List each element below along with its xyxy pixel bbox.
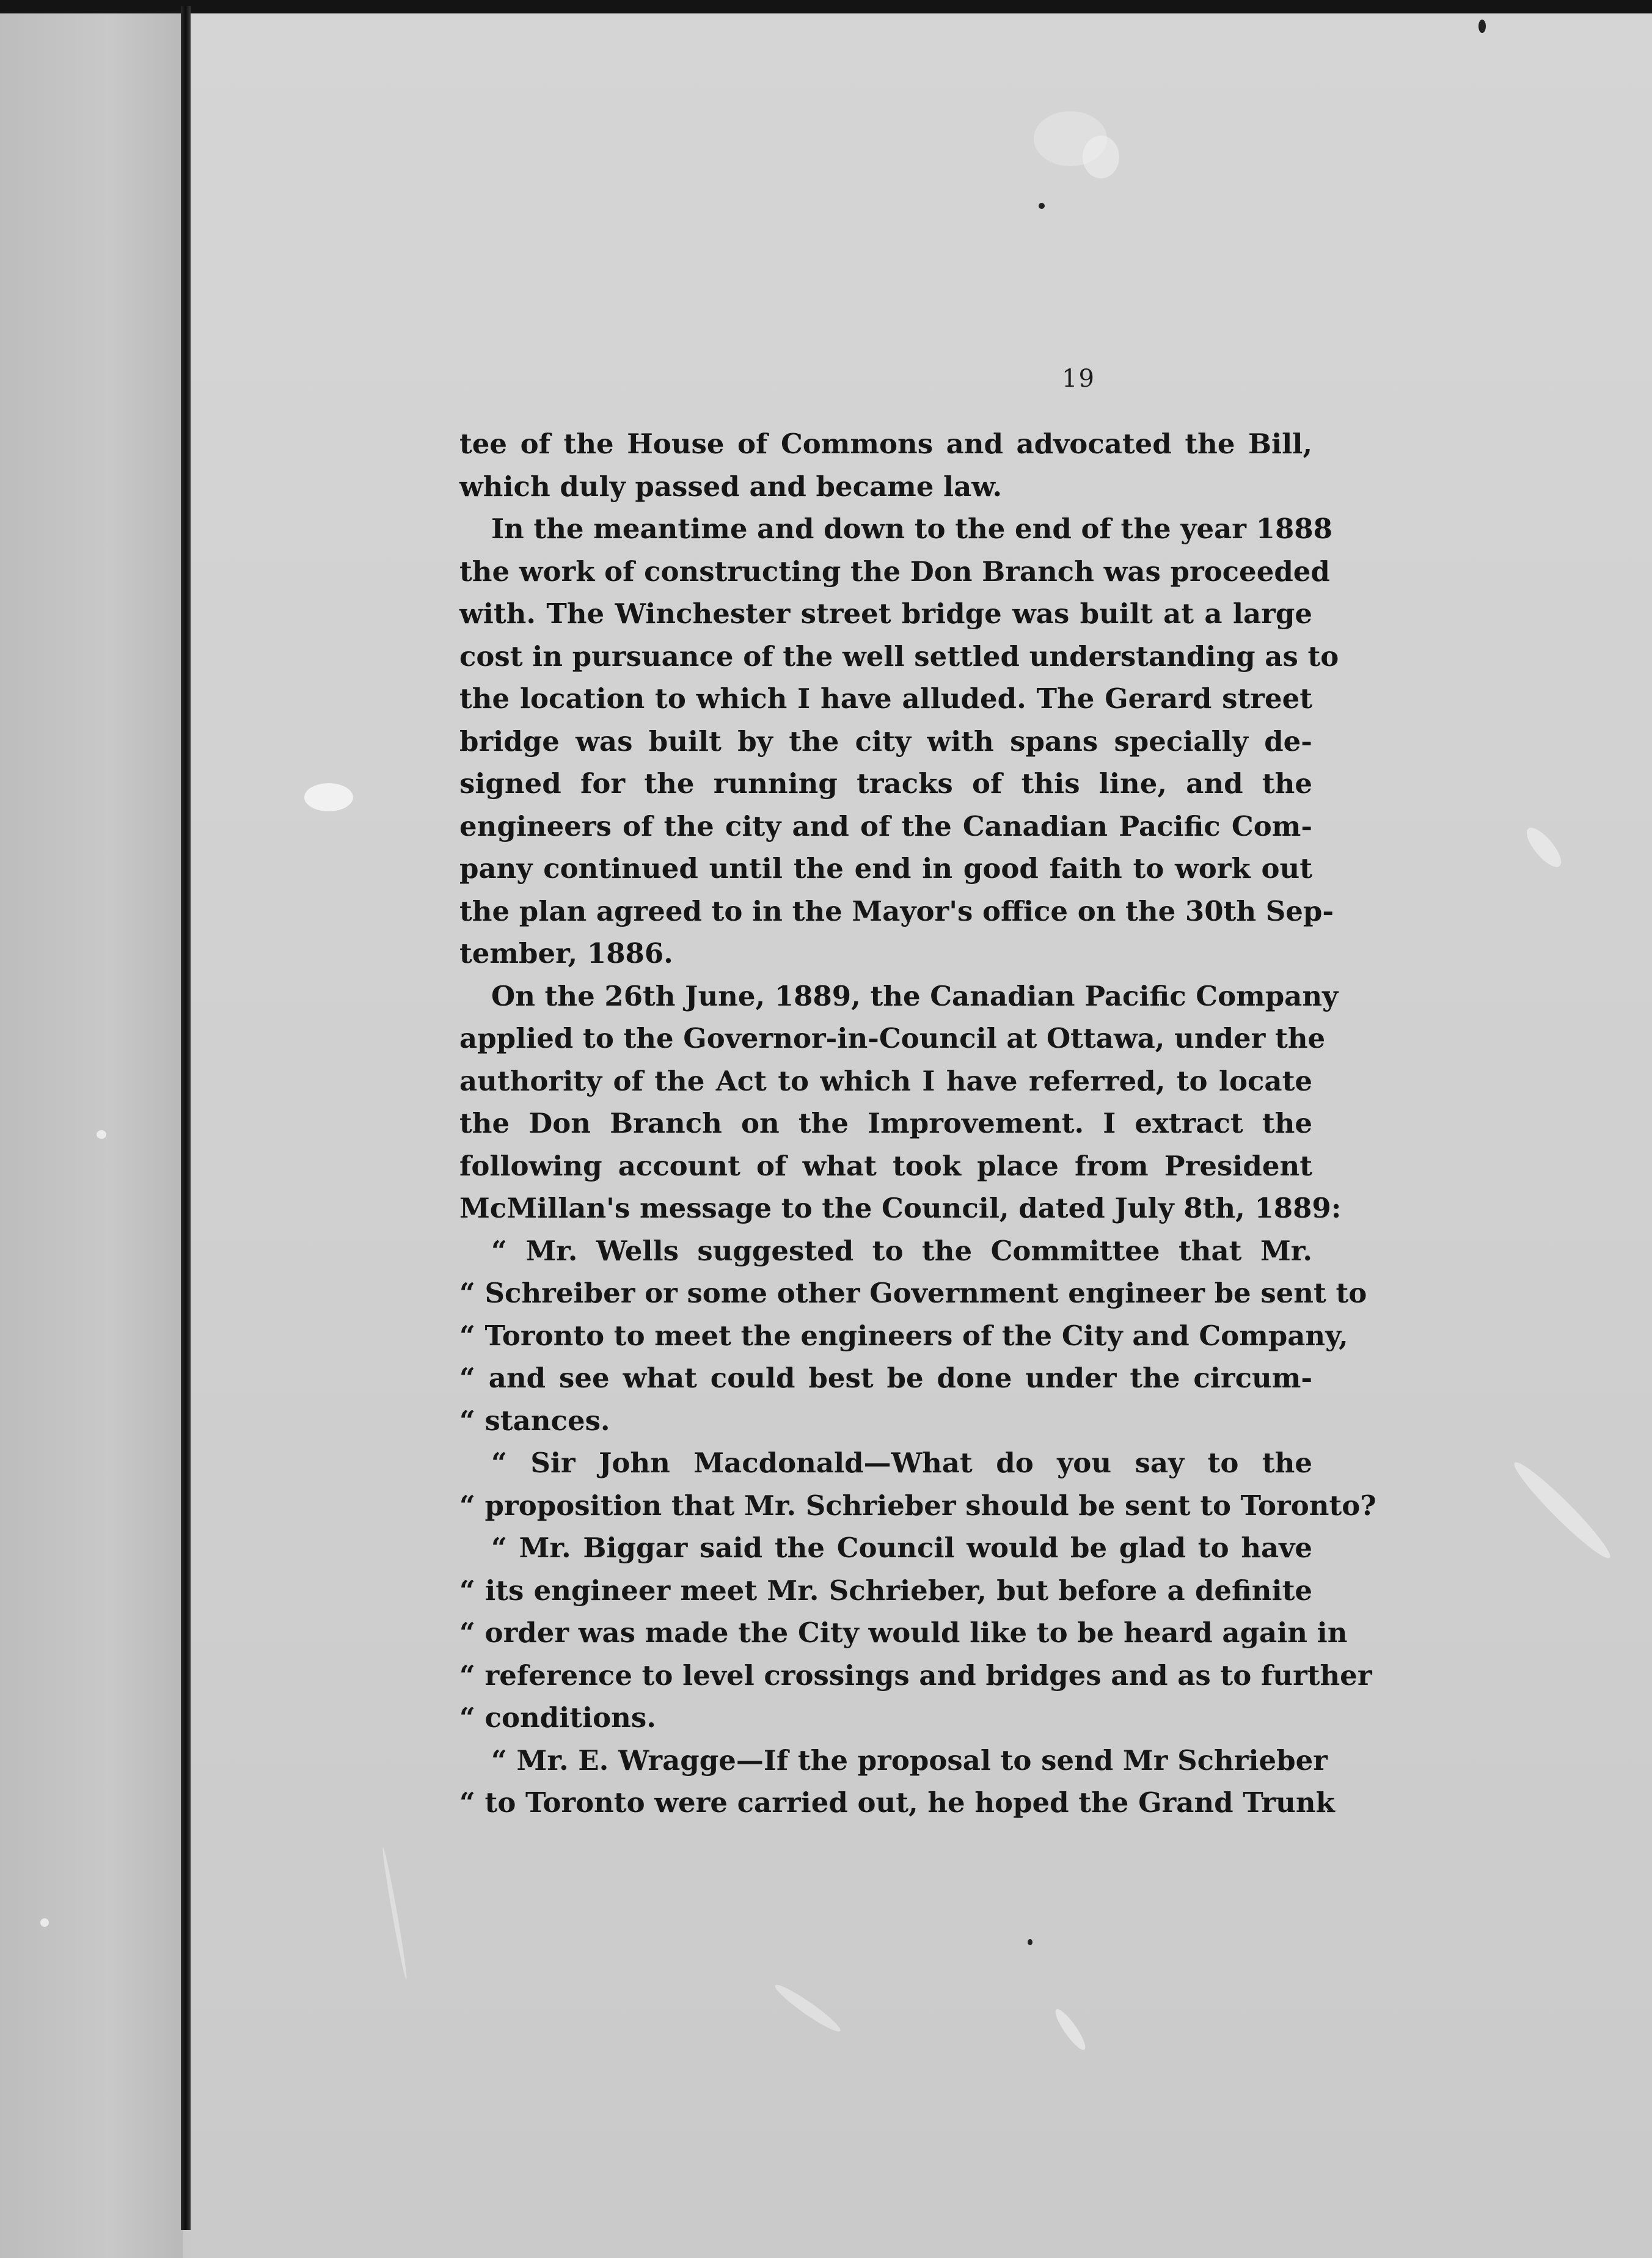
scan-dot (1039, 203, 1045, 209)
text-line: authority of the Act to which I have referred, to locate (459, 1064, 1312, 1097)
scan-speck (772, 1981, 844, 2036)
text-line: “ Sir John Macdonald—What do you say to the (491, 1447, 1312, 1479)
body-text (459, 423, 1376, 1824)
text-line: “ Toronto to meet the engineers of the City and Company, (459, 1319, 1348, 1352)
text-line: “ order was made the City would like to be heard again in (459, 1617, 1348, 1649)
scan-speck (381, 1847, 409, 1980)
text-line: “ stances. (459, 1404, 610, 1437)
paragraph (459, 1739, 1335, 1824)
scan-speck (1051, 2006, 1089, 2053)
scan-dot (1478, 20, 1486, 33)
text-line: following account of what took place from President (459, 1149, 1312, 1182)
text-line: “ Mr. E. Wragge—If the proposal to send Mr Schrieber (491, 1744, 1328, 1777)
text-line: signed for the running tracks of this line, and the (459, 767, 1312, 800)
text-line: cost in pursuance of the well settled understanding as to (459, 640, 1339, 673)
text-line: applied to the Governor-in-Council at Ottawa, under the (459, 1022, 1326, 1054)
text-line: with. The Winchester street bridge was built at a large (459, 597, 1312, 630)
scan-top-edge (0, 0, 1652, 13)
paragraph (459, 1527, 1372, 1739)
text-line: “ its engineer meet Mr. Schrieber, but before a definite (459, 1574, 1312, 1607)
text-line: tember, 1886. (459, 937, 673, 970)
left-page-edge (0, 13, 183, 2258)
scan-speck (1521, 823, 1566, 872)
text-line: the Don Branch on the Improvement. I extract the (459, 1107, 1312, 1139)
paragraph (459, 508, 1339, 975)
scan-speck (304, 783, 353, 811)
text-line: which duly passed and became law. (459, 470, 1003, 503)
text-line: the plan agreed to in the Mayor's office on the 30th Sep- (459, 894, 1334, 927)
scan-speck (1083, 136, 1119, 178)
paragraph (459, 1442, 1376, 1527)
text-line: bridge was built by the city with spans specially de- (459, 725, 1312, 758)
text-line: the work of constructing the Don Branch was proceeded (459, 555, 1330, 588)
text-line: tee of the House of Commons and advocated the Bill, (459, 428, 1312, 460)
paragraph (459, 975, 1342, 1230)
scan-speck (97, 1130, 106, 1139)
text-line: pany continued until the end in good faith to work out (459, 852, 1312, 885)
text-line: “ conditions. (459, 1701, 656, 1734)
paragraph (459, 1230, 1367, 1442)
text-line: the location to which I have alluded. The Gerard street (459, 682, 1312, 715)
text-line: “ reference to level crossings and bridges and as to further (459, 1659, 1372, 1692)
page-number: 19 (1062, 365, 1095, 393)
text-line: “ Mr. Wells suggested to the Committee that Mr. (491, 1234, 1312, 1267)
text-line: McMillan's message to the Council, dated July 8th, 1889: (459, 1192, 1342, 1224)
scan-speck (40, 1918, 49, 1927)
text-line: On the 26th June, 1889, the Canadian Pacific Company (491, 979, 1339, 1012)
text-line: “ to Toronto were carried out, he hoped the Grand Trunk (459, 1786, 1335, 1819)
text-line: “ and see what could best be done under the circum- (459, 1362, 1312, 1394)
text-line: “ proposition that Mr. Schrieber should be sent to Toronto? (459, 1489, 1376, 1522)
text-line: “ Schreiber or some other Government engineer be sent to (459, 1277, 1367, 1309)
paragraph (459, 423, 1312, 508)
text-line: In the meantime and down to the end of the year 1888 (491, 513, 1332, 545)
text-line: “ Mr. Biggar said the Council would be glad to have (491, 1532, 1312, 1564)
scan-dot (1028, 1939, 1032, 1945)
scan-speck (1508, 1456, 1617, 1565)
text-line: engineers of the city and of the Canadian Pacific Com- (459, 809, 1312, 842)
binding-fold-shadow (181, 6, 191, 2230)
